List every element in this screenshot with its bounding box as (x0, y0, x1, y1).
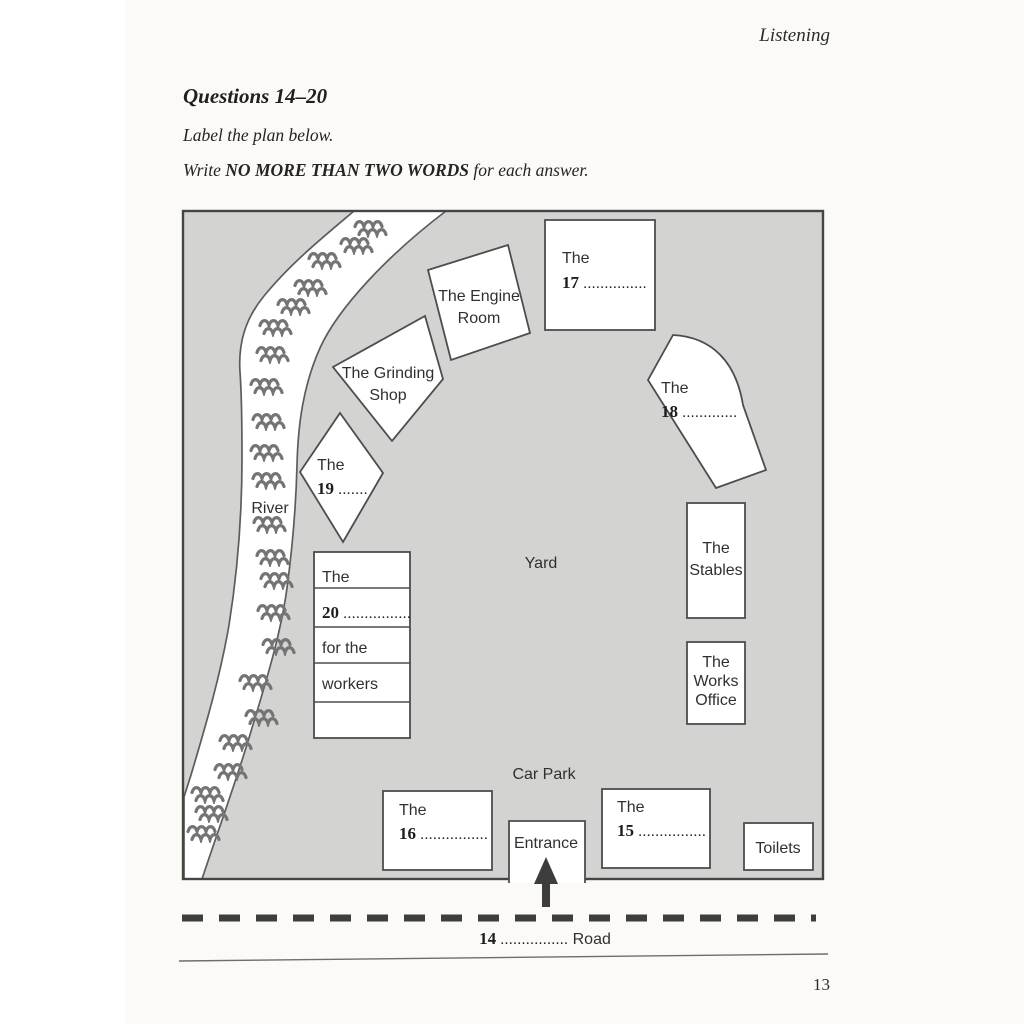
engine-room-label-1: The Engine (438, 288, 520, 305)
q20-answer-line: 20 ................ (322, 603, 412, 622)
q20-row4: workers (322, 676, 379, 693)
footer-rule (179, 954, 828, 961)
road-label: 14 ................ Road (479, 929, 611, 948)
toilets-label: Toilets (755, 840, 801, 857)
yard-label: Yard (524, 555, 558, 572)
q16-article: The (399, 802, 427, 819)
q18-article: The (661, 380, 689, 397)
q18-answer-line: 18 ............. (661, 402, 738, 421)
q17-article: The (562, 250, 590, 267)
engine-room-label-2: Room (457, 310, 501, 327)
instruction-2-bold: NO MORE THAN TWO WORDS (225, 160, 470, 180)
task-title: Questions 14–20 (183, 84, 328, 108)
q16-answer-line: 16 ................ (399, 824, 489, 843)
stables-building (687, 503, 745, 618)
q15-answer-line: 15 ................ (617, 821, 707, 840)
q20-article: The (322, 569, 350, 586)
stables-label-2: Stables (689, 562, 743, 579)
works-office-label-1: The (702, 654, 730, 671)
q20-row3: for the (322, 640, 368, 657)
entrance-label: Entrance (513, 835, 579, 852)
stables-label-1: The (702, 540, 730, 557)
instruction-2-suffix: for each answer. (469, 160, 589, 180)
q17-answer-line: 17 ............... (562, 273, 647, 292)
grinding-shop-label-1: The Grinding (341, 365, 435, 382)
river-label: River (251, 500, 289, 517)
instruction-2-prefix: Write (183, 160, 226, 180)
page-number: 13 (813, 975, 830, 994)
q19-article: The (317, 457, 345, 474)
grinding-shop-label-2: Shop (369, 387, 407, 404)
section-header: Listening (759, 25, 830, 46)
q19-answer-line: 19 ....... (317, 479, 368, 498)
car-park-label: Car Park (512, 766, 576, 783)
works-office-label-3: Office (695, 692, 737, 709)
instruction-line-1: Label the plan below. (183, 125, 334, 145)
works-office-label-2: Works (693, 673, 739, 690)
q15-article: The (617, 799, 645, 816)
